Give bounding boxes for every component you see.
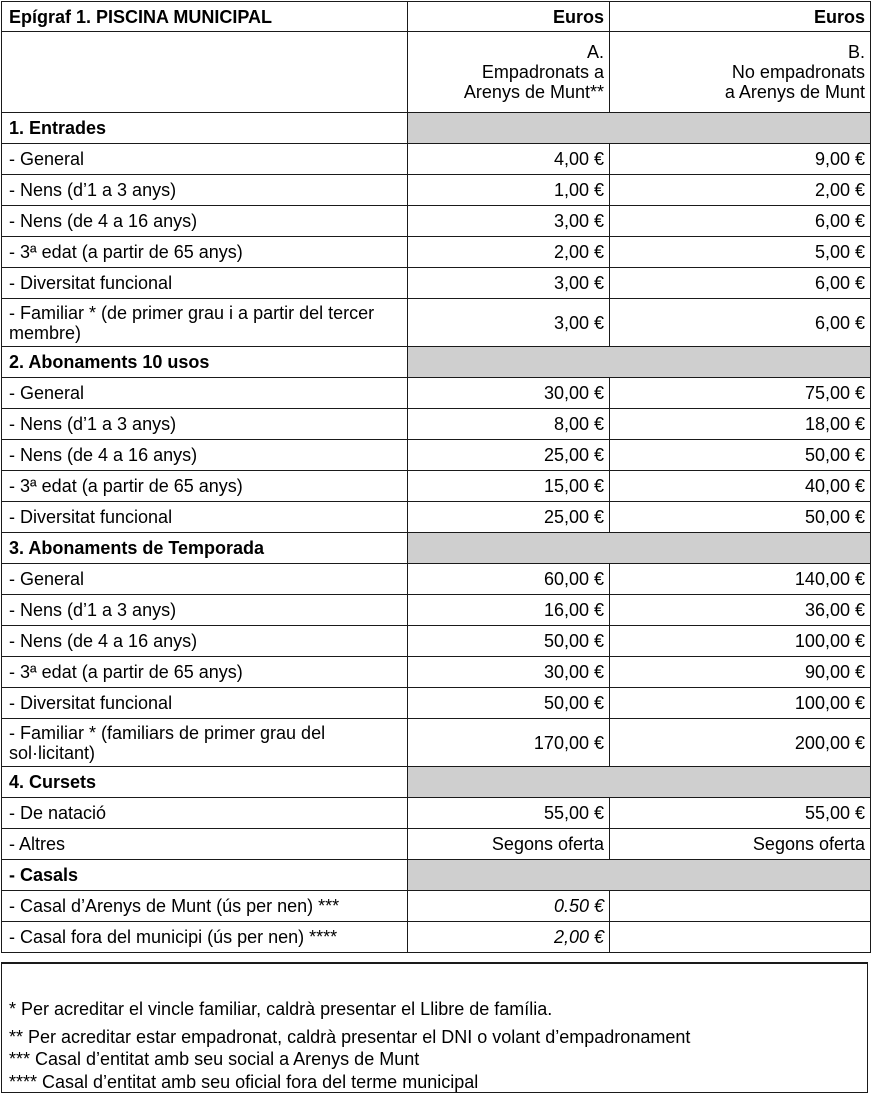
- footnote-2: ** Per acreditar estar empadronat, caldrà presentar el DNI o volant d’empadronament: [9, 1027, 691, 1047]
- table-row: [2, 378, 871, 409]
- col-a-header: [408, 32, 610, 113]
- price-non-resident: 55,00 €: [610, 798, 871, 829]
- table-title: Epígraf 1. PISCINA MUNICIPAL: [2, 2, 408, 32]
- section-title: - Casals: [2, 860, 408, 891]
- col-a-unit: Euros: [408, 2, 610, 32]
- section-title: 4. Cursets: [2, 767, 408, 798]
- price-non-resident: 50,00 €: [610, 502, 871, 533]
- col-b-header: [610, 32, 871, 113]
- section-shade-cell: [408, 533, 871, 564]
- price-non-resident: 18,00 €: [610, 409, 871, 440]
- row-label: - Casal d’Arenys de Munt (ús per nen) ***: [2, 891, 408, 922]
- row-label: - Nens (de 4 a 16 anys): [2, 440, 408, 471]
- footnote-4: **** Casal d’entitat amb seu oficial fora del terme municipal: [9, 1072, 479, 1092]
- section-title: 2. Abonaments 10 usos: [2, 347, 408, 378]
- row-label: - Familiar * (de primer grau i a partir del tercer membre): [2, 299, 408, 347]
- fee-sections: [2, 113, 871, 953]
- table-row: [2, 237, 871, 268]
- table-row: [2, 626, 871, 657]
- row-label: - Diversitat funcional: [2, 688, 408, 719]
- table-row: [2, 564, 871, 595]
- col-a-line2: Arenys de Munt**: [463, 82, 604, 102]
- price-non-resident: 6,00 €: [610, 206, 871, 237]
- row-label: - General: [2, 564, 408, 595]
- price-resident: 170,00 €: [408, 719, 610, 767]
- col-b-line2: a Arenys de Munt: [724, 82, 865, 102]
- table-row: [2, 471, 871, 502]
- row-label: - 3ª edat (a partir de 65 anys): [2, 471, 408, 502]
- price-non-resident: 50,00 €: [610, 440, 871, 471]
- col-b-letter: B.: [847, 42, 865, 62]
- section-header-row: [2, 533, 871, 564]
- section-title: 3. Abonaments de Temporada: [2, 533, 408, 564]
- col-a-letter: A.: [586, 42, 604, 62]
- price-resident: 2,00 €: [408, 237, 610, 268]
- price-non-resident: Segons oferta: [610, 829, 871, 860]
- table-row: [2, 409, 871, 440]
- price-non-resident: 100,00 €: [610, 688, 871, 719]
- row-label: - De natació: [2, 798, 408, 829]
- price-non-resident: 75,00 €: [610, 378, 871, 409]
- section-shade-cell: [408, 860, 871, 891]
- row-label: - Nens (de 4 a 16 anys): [2, 626, 408, 657]
- subheader-row: [2, 32, 871, 113]
- table-row: [2, 829, 871, 860]
- price-resident: 25,00 €: [408, 502, 610, 533]
- price-non-resident: 9,00 €: [610, 144, 871, 175]
- table-row: [2, 595, 871, 626]
- price-resident: 55,00 €: [408, 798, 610, 829]
- row-label: - Casal fora del municipi (ús per nen) ****: [2, 922, 408, 953]
- price-non-resident: 6,00 €: [610, 299, 871, 347]
- row-label: - Nens (d’1 a 3 anys): [2, 175, 408, 206]
- price-resident: 3,00 €: [408, 206, 610, 237]
- price-resident: 3,00 €: [408, 299, 610, 347]
- footnotes-box: [1, 962, 868, 1093]
- fees-table: [1, 1, 871, 953]
- table-row: [2, 922, 871, 953]
- table-row: [2, 657, 871, 688]
- price-non-resident: 2,00 €: [610, 175, 871, 206]
- section-shade-cell: [408, 767, 871, 798]
- price-resident: 0.50 €: [408, 891, 610, 922]
- price-resident: Segons oferta: [408, 829, 610, 860]
- table-row: [2, 502, 871, 533]
- row-label: - Diversitat funcional: [2, 502, 408, 533]
- col-b-unit: Euros: [610, 2, 871, 32]
- subheader-blank: [2, 32, 408, 113]
- footnote-1: * Per acreditar el vincle familiar, caldrà presentar el Llibre de família.: [9, 999, 553, 1019]
- section-shade-cell: [408, 347, 871, 378]
- price-resident: 15,00 €: [408, 471, 610, 502]
- row-label: - Altres: [2, 829, 408, 860]
- price-resident: 30,00 €: [408, 378, 610, 409]
- section-shade-cell: [408, 113, 871, 144]
- table-row: [2, 688, 871, 719]
- price-non-resident: 200,00 €: [610, 719, 871, 767]
- price-resident: 2,00 €: [408, 922, 610, 953]
- price-non-resident: [610, 922, 871, 953]
- row-label: - General: [2, 378, 408, 409]
- table-row: [2, 798, 871, 829]
- table-row: [2, 299, 871, 347]
- price-resident: 4,00 €: [408, 144, 610, 175]
- row-label: - Nens (d’1 a 3 anys): [2, 409, 408, 440]
- price-non-resident: 36,00 €: [610, 595, 871, 626]
- price-resident: 3,00 €: [408, 268, 610, 299]
- price-resident: 50,00 €: [408, 626, 610, 657]
- footnote-3: *** Casal d’entitat amb seu social a Arenys de Munt: [9, 1049, 420, 1069]
- section-header-row: [2, 860, 871, 891]
- col-b-line1: No empadronats: [731, 62, 865, 82]
- price-non-resident: 140,00 €: [610, 564, 871, 595]
- header-row: [2, 2, 871, 32]
- price-non-resident: 100,00 €: [610, 626, 871, 657]
- table-row: [2, 268, 871, 299]
- table-row: [2, 440, 871, 471]
- row-label: - Diversitat funcional: [2, 268, 408, 299]
- row-label: - 3ª edat (a partir de 65 anys): [2, 657, 408, 688]
- price-resident: 30,00 €: [408, 657, 610, 688]
- col-a-line1: Empadronats a: [481, 62, 604, 82]
- price-resident: 60,00 €: [408, 564, 610, 595]
- row-label: - Nens (d’1 a 3 anys): [2, 595, 408, 626]
- price-non-resident: 6,00 €: [610, 268, 871, 299]
- price-resident: 1,00 €: [408, 175, 610, 206]
- section-title: 1. Entrades: [2, 113, 408, 144]
- price-non-resident: 40,00 €: [610, 471, 871, 502]
- row-label: - General: [2, 144, 408, 175]
- section-header-row: [2, 113, 871, 144]
- section-header-row: [2, 347, 871, 378]
- price-non-resident: 90,00 €: [610, 657, 871, 688]
- table-row: [2, 144, 871, 175]
- table-row: [2, 206, 871, 237]
- price-resident: 50,00 €: [408, 688, 610, 719]
- price-non-resident: 5,00 €: [610, 237, 871, 268]
- table-row: [2, 719, 871, 767]
- section-header-row: [2, 767, 871, 798]
- price-resident: 8,00 €: [408, 409, 610, 440]
- table-row: [2, 175, 871, 206]
- table-row: [2, 891, 871, 922]
- price-resident: 16,00 €: [408, 595, 610, 626]
- row-label: - Nens (de 4 a 16 anys): [2, 206, 408, 237]
- row-label: - Familiar * (familiars de primer grau del sol·licitant): [2, 719, 408, 767]
- price-non-resident: [610, 891, 871, 922]
- price-resident: 25,00 €: [408, 440, 610, 471]
- row-label: - 3ª edat (a partir de 65 anys): [2, 237, 408, 268]
